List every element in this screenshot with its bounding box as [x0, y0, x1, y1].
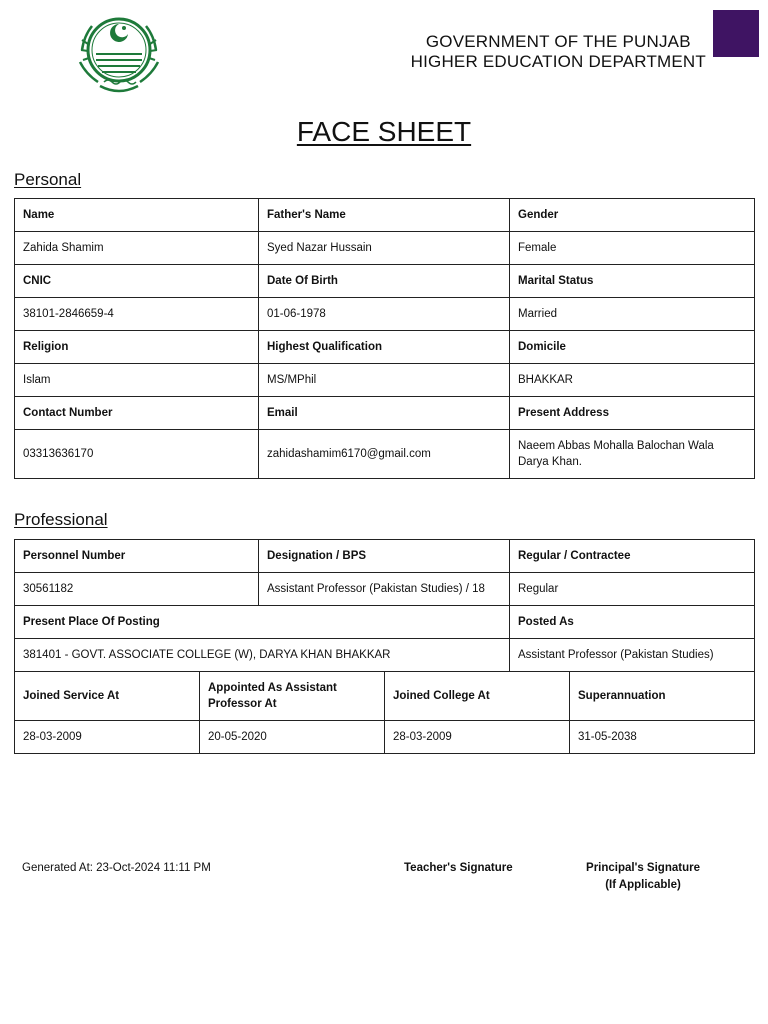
- principal-signature-block: [572, 860, 714, 894]
- domicile-label: Domicile: [510, 331, 755, 364]
- header-department-line: HIGHER EDUCATION DEPARTMENT: [410, 52, 706, 71]
- superannuation-value: 31-05-2038: [570, 721, 755, 754]
- dob-value: 01-06-1978: [259, 298, 510, 331]
- generated-at: Generated At: 23-Oct-2024 11:11 PM: [22, 862, 211, 874]
- table-row: [15, 639, 755, 672]
- table-row: [15, 199, 755, 232]
- father-name-value: Syed Nazar Hussain: [259, 232, 510, 265]
- joined-college-label: Joined College At: [385, 672, 570, 721]
- address-label: Present Address: [510, 397, 755, 430]
- personnel-number-value: 30561182: [15, 573, 259, 606]
- teacher-signature-label: Teacher's Signature: [404, 862, 513, 874]
- punjab-government-emblem-icon: [74, 10, 164, 96]
- regular-value: Regular: [510, 573, 755, 606]
- posted-as-label: Posted As: [510, 606, 755, 639]
- page-title: FACE SHEET: [296, 116, 472, 147]
- table-row: [15, 265, 755, 298]
- professional-section-title: Professional: [14, 510, 108, 529]
- personal-section-title: Personal: [14, 170, 82, 189]
- name-label: Name: [15, 199, 259, 232]
- table-row: [15, 672, 755, 721]
- designation-value: Assistant Professor (Pakistan Studies) / 18: [259, 573, 510, 606]
- posting-place-value: 381401 - GOVT. ASSOCIATE COLLEGE (W), DARYA KHAN BHAKKAR: [15, 639, 510, 672]
- principal-signature-note: (If Applicable): [605, 879, 681, 891]
- table-row: [15, 397, 755, 430]
- table-row: [15, 606, 755, 639]
- table-row: [15, 232, 755, 265]
- marital-status-value: Married: [510, 298, 755, 331]
- table-row: [15, 573, 755, 606]
- father-name-label: Father's Name: [259, 199, 510, 232]
- posted-as-value: Assistant Professor (Pakistan Studies): [510, 639, 755, 672]
- table-row: [15, 364, 755, 397]
- religion-value: Islam: [15, 364, 259, 397]
- address-value: Naeem Abbas Mohalla Balochan Wala Darya Khan.: [510, 430, 755, 479]
- personnel-number-label: Personnel Number: [15, 540, 259, 573]
- contact-label: Contact Number: [15, 397, 259, 430]
- corner-accent-box: [713, 10, 759, 57]
- appointed-ap-label: Appointed As Assistant Professor At: [200, 672, 385, 721]
- joined-college-value: 28-03-2009: [385, 721, 570, 754]
- contact-value: 03313636170: [15, 430, 259, 479]
- name-value: Zahida Shamim: [15, 232, 259, 265]
- header-government-line: GOVERNMENT OF THE PUNJAB: [425, 32, 691, 51]
- table-row: [15, 331, 755, 364]
- superannuation-label: Superannuation: [570, 672, 755, 721]
- personal-table: [14, 198, 755, 479]
- principal-signature-label: Principal's Signature: [586, 862, 700, 874]
- header-department: [411, 32, 706, 72]
- professional-table-top: [14, 539, 755, 672]
- professional-table-dates: [14, 671, 755, 754]
- table-row: [15, 298, 755, 331]
- cnic-value: 38101-2846659-4: [15, 298, 259, 331]
- designation-label: Designation / BPS: [259, 540, 510, 573]
- joined-service-value: 28-03-2009: [15, 721, 200, 754]
- regular-label: Regular / Contractee: [510, 540, 755, 573]
- table-row: [15, 721, 755, 754]
- posting-place-label: Present Place Of Posting: [15, 606, 510, 639]
- dob-label: Date Of Birth: [259, 265, 510, 298]
- gender-label: Gender: [510, 199, 755, 232]
- marital-status-label: Marital Status: [510, 265, 755, 298]
- religion-label: Religion: [15, 331, 259, 364]
- gender-value: Female: [510, 232, 755, 265]
- email-label: Email: [259, 397, 510, 430]
- email-value: zahidashamim6170@gmail.com: [259, 430, 510, 479]
- qualification-label: Highest Qualification: [259, 331, 510, 364]
- domicile-value: BHAKKAR: [510, 364, 755, 397]
- appointed-ap-value: 20-05-2020: [200, 721, 385, 754]
- cnic-label: CNIC: [15, 265, 259, 298]
- table-row: [15, 540, 755, 573]
- table-row: [15, 430, 755, 479]
- joined-service-label: Joined Service At: [15, 672, 200, 721]
- qualification-value: MS/MPhil: [259, 364, 510, 397]
